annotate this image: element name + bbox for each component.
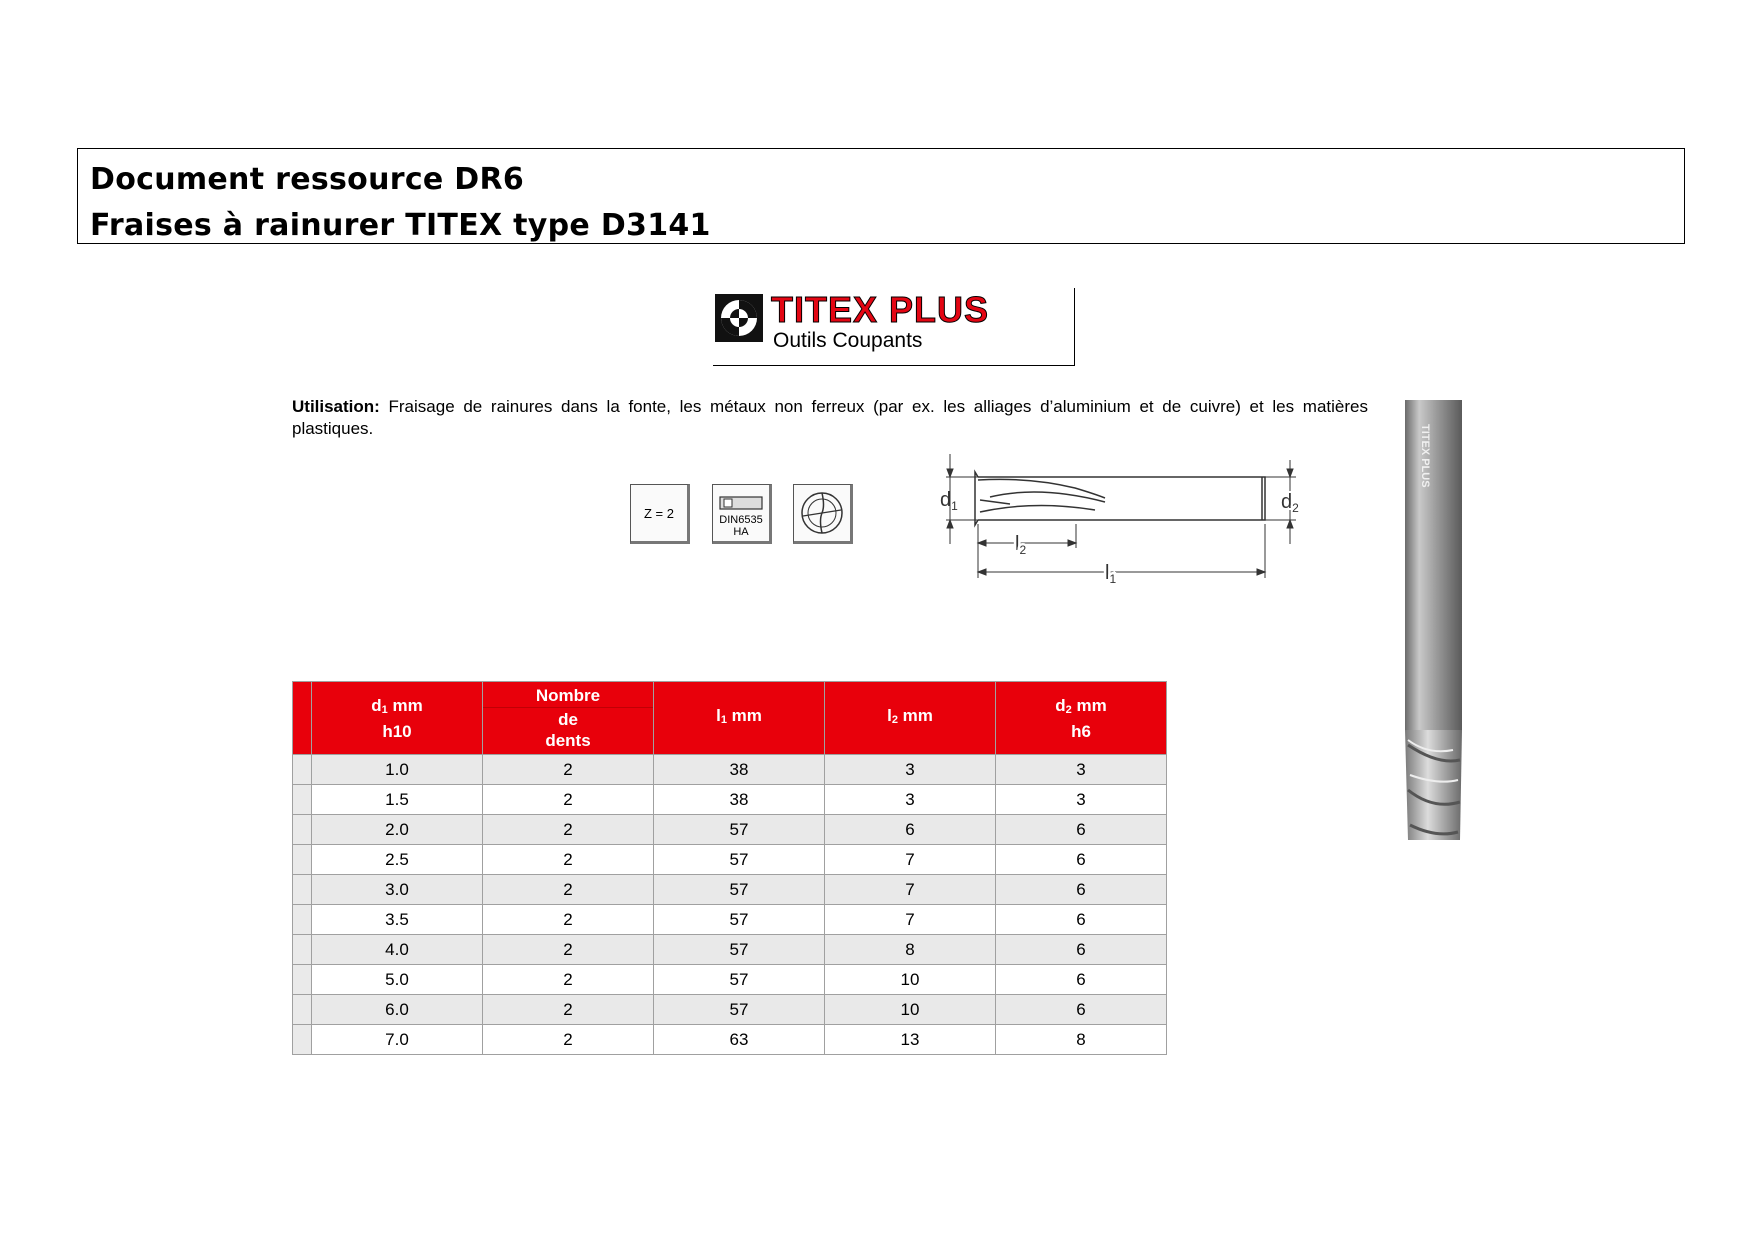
row-stub xyxy=(293,875,312,905)
table-row xyxy=(293,875,1167,905)
header-teeth-line3: dents xyxy=(545,731,591,750)
cell-l1: 63 xyxy=(654,1025,825,1055)
cell-d2: 6 xyxy=(996,905,1167,935)
two-flute-end-icon xyxy=(797,488,847,538)
header-teeth xyxy=(483,682,654,755)
d2-label: $d_2$ xyxy=(1281,491,1299,515)
cell-l2: 3 xyxy=(825,785,996,815)
cell-l2: 3 xyxy=(825,755,996,785)
cell-d1: 6.0 xyxy=(312,995,483,1025)
cell-d1: 1.5 xyxy=(312,785,483,815)
cell-l1: 57 xyxy=(654,965,825,995)
row-stub xyxy=(293,965,312,995)
row-stub xyxy=(293,845,312,875)
header-stub xyxy=(293,682,312,755)
cell-d1: 3.0 xyxy=(312,875,483,905)
logo-brand-text: TITEX PLUS xyxy=(771,289,990,330)
cell-l1: 57 xyxy=(654,815,825,845)
cell-teeth: 2 xyxy=(483,1025,654,1055)
table-row xyxy=(293,755,1167,785)
document-title: Document ressource DR6 xyxy=(90,162,525,197)
cell-l1: 57 xyxy=(654,995,825,1025)
cell-teeth: 2 xyxy=(483,755,654,785)
header-l2 xyxy=(825,682,996,755)
row-stub xyxy=(293,815,312,845)
cell-l1: 57 xyxy=(654,905,825,935)
header-l2-unit: mm xyxy=(897,706,933,725)
row-stub xyxy=(293,755,312,785)
cutter-outline xyxy=(975,472,1265,525)
table-row xyxy=(293,815,1167,845)
cell-d2: 6 xyxy=(996,995,1167,1025)
table-row xyxy=(293,785,1167,815)
cell-teeth: 2 xyxy=(483,845,654,875)
cell-d2: 6 xyxy=(996,815,1167,845)
l1-label: $l_1$ xyxy=(1105,562,1117,586)
cell-l2: 10 xyxy=(825,995,996,1025)
logo-subtitle: Outils Coupants xyxy=(773,329,923,352)
usage-text: Fraisage de rainures dans la fonte, les métaux non ferreux (par ex. les alliages d’aluminium et de cuivre) et les matières plastiques. xyxy=(292,397,1368,438)
cell-l2: 13 xyxy=(825,1025,996,1055)
header-d2 xyxy=(996,682,1167,755)
cell-l1: 38 xyxy=(654,785,825,815)
cell-teeth: 2 xyxy=(483,995,654,1025)
cell-d2: 8 xyxy=(996,1025,1167,1055)
cell-d2: 6 xyxy=(996,845,1167,875)
cell-teeth: 2 xyxy=(483,785,654,815)
teeth-count-icon xyxy=(630,484,690,544)
row-stub xyxy=(293,905,312,935)
shank-din-label: DIN6535 xyxy=(719,514,763,526)
titex-plus-logo xyxy=(713,288,1075,366)
row-stub xyxy=(293,785,312,815)
header-l1-unit: mm xyxy=(726,706,762,725)
tool-photo-brand: TITEX PLUS xyxy=(1419,424,1431,488)
document-subtitle: Fraises à rainurer TITEX type D3141 xyxy=(90,208,711,243)
titex-emblem-icon xyxy=(715,294,763,342)
cell-d2: 6 xyxy=(996,965,1167,995)
cell-d1: 7.0 xyxy=(312,1025,483,1055)
cell-l2: 8 xyxy=(825,935,996,965)
cell-d1: 2.5 xyxy=(312,845,483,875)
header-l1 xyxy=(654,682,825,755)
header-teeth-line1: Nombre xyxy=(535,686,601,705)
table-row xyxy=(293,905,1167,935)
cell-d2: 3 xyxy=(996,755,1167,785)
cell-d1: 3.5 xyxy=(312,905,483,935)
row-stub xyxy=(293,995,312,1025)
header-d1-symbol: d xyxy=(371,695,382,715)
title-box xyxy=(77,148,1685,244)
header-l1-symbol: l xyxy=(716,706,721,725)
row-stub xyxy=(293,1025,312,1055)
cell-l1: 38 xyxy=(654,755,825,785)
header-d2-symbol: d xyxy=(1055,695,1066,715)
cell-l1: 57 xyxy=(654,875,825,905)
cell-l2: 10 xyxy=(825,965,996,995)
table-header-row xyxy=(293,682,1167,755)
header-l2-sub: 2 xyxy=(891,714,898,726)
cell-teeth: 2 xyxy=(483,965,654,995)
cell-teeth: 2 xyxy=(483,905,654,935)
cell-l1: 57 xyxy=(654,935,825,965)
cell-l2: 6 xyxy=(825,815,996,845)
dimension-lines xyxy=(946,454,1296,578)
shank-din-icon xyxy=(712,484,772,544)
header-d2-unit: mm xyxy=(1071,695,1107,715)
tool-photo-illustration xyxy=(1398,400,1468,840)
table-row xyxy=(293,935,1167,965)
tool-dimension-drawing xyxy=(940,452,1320,590)
table-row xyxy=(293,1025,1167,1055)
cell-d1: 2.0 xyxy=(312,815,483,845)
header-d1-sub: 1 xyxy=(381,703,388,716)
cell-l1: 57 xyxy=(654,845,825,875)
cell-l2: 7 xyxy=(825,845,996,875)
cell-d2: 6 xyxy=(996,875,1167,905)
cell-d1: 4.0 xyxy=(312,935,483,965)
cutter-spec-table xyxy=(292,681,1167,1055)
cell-teeth: 2 xyxy=(483,875,654,905)
shank-cylinder-icon xyxy=(716,494,766,512)
header-d1-unit: mm xyxy=(387,695,423,715)
shank-ha-label: HA xyxy=(733,526,749,538)
table-row xyxy=(293,995,1167,1025)
header-teeth-line2: de xyxy=(558,710,578,729)
l2-label: $l_2$ xyxy=(1015,533,1027,557)
usage-label: Utilisation: xyxy=(292,397,380,416)
table-row xyxy=(293,965,1167,995)
cell-l2: 7 xyxy=(825,875,996,905)
header-d2-tolerance: h6 xyxy=(1071,721,1091,741)
cell-d1: 5.0 xyxy=(312,965,483,995)
header-l1-sub: 1 xyxy=(720,714,727,726)
header-d1 xyxy=(312,682,483,755)
cell-teeth: 2 xyxy=(483,815,654,845)
row-stub xyxy=(293,935,312,965)
cutting-end-icon xyxy=(793,484,853,544)
cell-d1: 1.0 xyxy=(312,755,483,785)
usage-paragraph xyxy=(292,396,1368,440)
header-d2-sub: 2 xyxy=(1065,703,1072,716)
header-l2-symbol: l xyxy=(887,706,892,725)
table-row xyxy=(293,845,1167,875)
cell-teeth: 2 xyxy=(483,935,654,965)
teeth-count-label: Z = 2 xyxy=(644,505,674,521)
header-d1-tolerance: h10 xyxy=(382,721,412,741)
cell-d2: 6 xyxy=(996,935,1167,965)
cell-l2: 7 xyxy=(825,905,996,935)
cell-d2: 3 xyxy=(996,785,1167,815)
d1-label: $d_1$ xyxy=(940,489,958,513)
